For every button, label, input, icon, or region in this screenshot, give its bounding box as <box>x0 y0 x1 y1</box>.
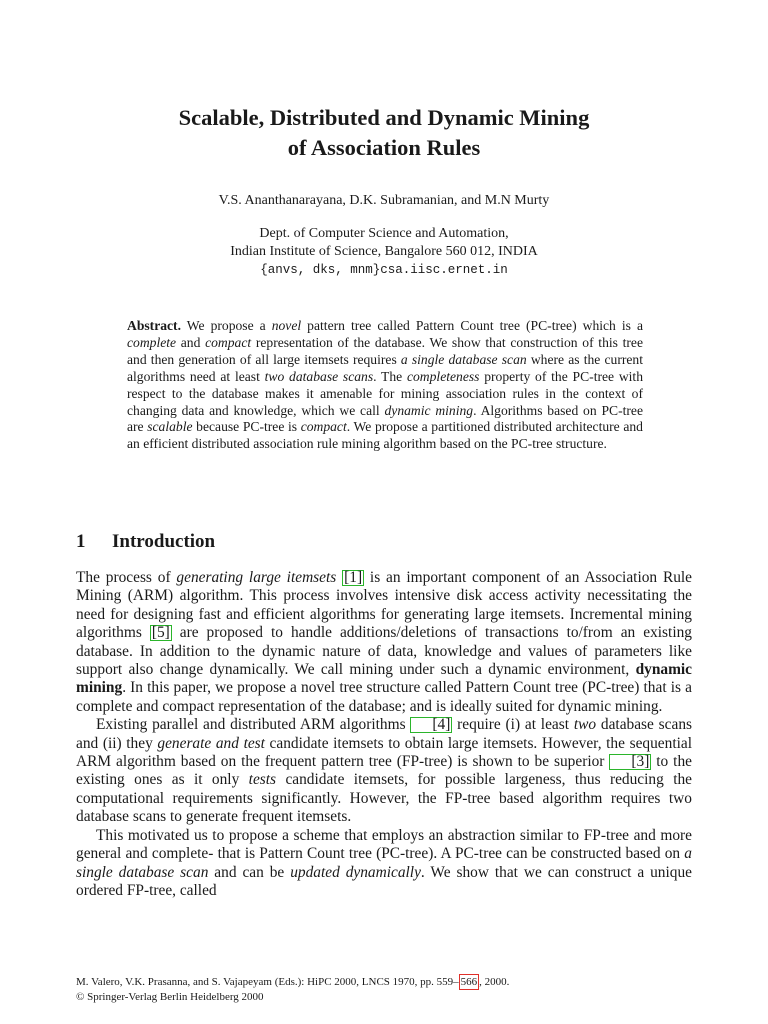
paragraph-text: . In this paper, we propose a novel tree structure called Pattern Count tree (PC-tree) that is a complete and compact representation of the database; and is ideally suited for dynamic mining. <box>76 679 692 715</box>
paragraph-emph: generate and test <box>157 734 265 752</box>
paragraph-text: database scans and (ii) they <box>76 716 693 752</box>
abstract-text: . The <box>373 368 407 384</box>
page-footer <box>76 974 692 1004</box>
abstract-text: where as the current algorithms need at least <box>127 351 643 384</box>
abstract-text: We propose a <box>180 318 272 333</box>
paragraph-text: candidate itemsets, for possible largeness, thus reducing the computational requirements significantly. However, the FP-tree based algorithm requires two database scans to generate frequent itemsets. <box>76 771 693 826</box>
abstract-emph: a single database scan <box>400 351 527 367</box>
abstract-text: . We propose a partitioned distributed architecture and an efficient distributed association rule mining algorithm based on the PC-tree structure. <box>127 419 643 452</box>
abstract-emph: scalable <box>147 419 193 435</box>
paragraph-bold: dynamic mining <box>76 661 692 697</box>
paragraph-emph: a single database scan <box>76 845 692 881</box>
paragraph-text: are proposed to handle additions/deletions of transactions to/from an existing database. In addition to the dynamic nature of data, knowledge and values of parameters like support also change dynamically. We call mining under such a dynamic environment, <box>76 624 692 679</box>
abstract-emph: novel <box>271 318 302 333</box>
paragraph-text: The process of <box>76 569 177 586</box>
citation-link[interactable]: [3] <box>609 754 651 770</box>
affiliation-institute: Indian Institute of Science, Bangalore 560 012, INDIA <box>230 244 538 259</box>
paragraph-text: to the existing ones as it only <box>76 753 692 789</box>
author-list: V.S. Ananthanarayana, D.K. Subramanian, and M.N Murty <box>218 193 550 208</box>
abstract-label: Abstract. <box>127 318 181 333</box>
affiliation-email: {anvs, dks, mnm}csa.iisc.ernet.in <box>260 263 508 277</box>
paragraph-emph: updated dynamically <box>290 863 421 881</box>
section-heading <box>76 531 215 553</box>
section-number: 1 <box>76 531 86 552</box>
abstract-emph: two database scans <box>264 368 374 384</box>
paragraph-text: require (i) at least <box>452 716 574 734</box>
abstract <box>127 318 643 453</box>
footer-citation <box>76 974 692 990</box>
paragraph-emph: tests <box>248 771 277 789</box>
paragraph <box>76 569 692 716</box>
abstract-emph: complete <box>127 334 177 350</box>
abstract-text: property of the PC-tree with respect to the database makes it amenable for mining association rules in the context of changing data and knowledge, which we call <box>127 368 644 418</box>
paper-title <box>80 103 688 163</box>
paragraph <box>76 827 692 901</box>
abstract-text: because PC-tree is <box>192 419 301 435</box>
page-link[interactable]: 566 <box>460 976 478 988</box>
abstract-text: representation of the database. We show that construction of this tree and then generation of all large itemsets requires <box>127 334 643 367</box>
title-line-1: Scalable, Distributed and Dynamic Mining <box>178 105 590 130</box>
paragraph-emph: two <box>573 716 597 734</box>
paragraph-text: Existing parallel and distributed ARM algorithms <box>96 716 411 734</box>
footer-text: , 2000. <box>479 976 510 988</box>
abstract-text: . Algorithms based on PC-tree are <box>127 402 643 435</box>
paragraph-text: candidate itemsets to obtain large itemsets. However, the sequential ARM algorithm based on the frequent pattern tree (FP-tree) is shown to be superior <box>76 734 692 771</box>
paragraph <box>76 716 692 826</box>
paragraph-text: This motivated us to propose a scheme that employs an abstraction similar to FP-tree and more general and complete- that is Pattern Count tree (PC-tree). A PC-tree can be constructed based on <box>76 826 692 863</box>
abstract-text: pattern tree called Pattern Count tree (PC-tree) which is a <box>301 318 643 333</box>
abstract-text: and <box>176 334 206 350</box>
abstract-emph: completeness <box>406 368 480 384</box>
footer-text: M. Valero, V.K. Prasanna, and S. Vajapeyam (Eds.): HiPC 2000, LNCS 1970, pp. 559– <box>76 976 459 988</box>
abstract-emph: compact <box>300 419 347 435</box>
introduction-body <box>76 569 692 900</box>
section-title: Introduction <box>112 531 216 552</box>
title-line-2: of Association Rules <box>287 135 481 160</box>
abstract-emph: dynamic mining <box>384 402 474 418</box>
paragraph-text: . We show that we can construct a unique ordered FP-tree, called <box>76 863 692 899</box>
affiliation <box>80 225 688 279</box>
citation-link[interactable]: [4] <box>410 717 452 733</box>
paragraph-text: and can be <box>208 863 291 881</box>
footer-copyright: © Springer-Verlag Berlin Heidelberg 2000 <box>76 991 264 1003</box>
paragraph-emph: generating large itemsets <box>176 569 337 586</box>
citation-link[interactable]: [1] <box>344 569 363 586</box>
abstract-emph: compact <box>205 334 252 350</box>
citation-link[interactable]: [5] <box>151 624 170 642</box>
paragraph-text: is an important component of an Association Rule Mining (ARM) algorithm. This process involves intensive disk access activity necessitating the need for designing fast and efficient algorithms for generating large itemsets. Incremental mining algorithms <box>76 569 693 642</box>
affiliation-dept: Dept. of Computer Science and Automation, <box>259 226 509 241</box>
